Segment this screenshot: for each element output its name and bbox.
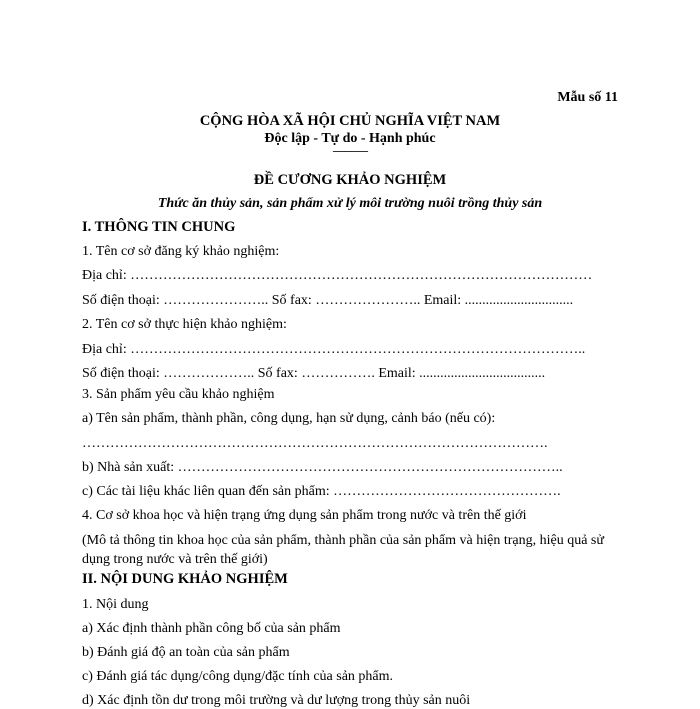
registering-address-field: Địa chỉ: ……………………………………………………………………………………… xyxy=(82,268,593,283)
section-2-heading: II. NỘI DUNG KHẢO NGHIỆM xyxy=(82,571,288,587)
registering-contact-field: Số điện thoại: ………………….. Số fax: ………………….. Email: ............................... xyxy=(82,293,574,308)
product-item-c: c) Các tài liệu khác liên quan đến sản phẩm: …………………………………………. xyxy=(82,484,561,499)
content-item-b: b) Đánh giá độ an toàn của sản phẩm xyxy=(82,645,290,660)
product-item-b: b) Nhà sản xuất: ……………………………………………………………………….. xyxy=(82,460,563,475)
scientific-basis-note: (Mô tả thông tin khoa học của sản phẩm, thành phần của sản phẩm và hiện trạng, hiệu quả sử dụng trong nước và trên thế giới) xyxy=(82,533,604,567)
executing-contact-field: Số điện thoại: ……………….. Số fax: ……………. Email: .................................... xyxy=(82,366,546,381)
registering-facility-label: 1. Tên cơ sở đăng ký khảo nghiệm: xyxy=(82,244,280,259)
executing-address-field: Địa chỉ: …………………………………………………………………………………….. xyxy=(82,342,586,357)
content-item-c: c) Đánh giá tác dụng/công dụng/đặc tính của sản phẩm. xyxy=(82,669,394,684)
document-subtitle: Thức ăn thủy sản, sản phẩm xử lý môi trường nuôi trồng thủy sản xyxy=(157,196,543,211)
national-motto: Độc lập - Tự do - Hạnh phúc xyxy=(264,131,436,146)
header-divider: --------------- xyxy=(332,146,368,157)
document-title: ĐỀ CƯƠNG KHẢO NGHIỆM xyxy=(253,172,447,188)
scientific-basis-label: 4. Cơ sở khoa học và hiện trạng ứng dụng sản phẩm trong nước và trên thế giới xyxy=(82,508,527,523)
product-item-a: a) Tên sản phẩm, thành phần, công dụng, hạn sử dụng, cảnh báo (nếu có): xyxy=(82,411,496,426)
content-item-d: d) Xác định tồn dư trong môi trường và dư lượng trong thủy sản nuôi xyxy=(82,693,471,708)
product-request-label: 3. Sản phẩm yêu cầu khảo nghiệm xyxy=(82,387,275,402)
content-label: 1. Nội dung xyxy=(82,597,149,612)
product-item-a-dots: ………………………………………………………………………………………. xyxy=(82,436,548,451)
executing-facility-label: 2. Tên cơ sở thực hiện khảo nghiệm: xyxy=(82,317,287,332)
form-number: Mẫu số 11 xyxy=(557,90,618,105)
country-name: CỘNG HÒA XÃ HỘI CHỦ NGHĨA VIỆT NAM xyxy=(199,113,501,129)
section-1-heading: I. THÔNG TIN CHUNG xyxy=(82,219,236,235)
content-item-a: a) Xác định thành phần công bố của sản phẩm xyxy=(82,621,341,636)
